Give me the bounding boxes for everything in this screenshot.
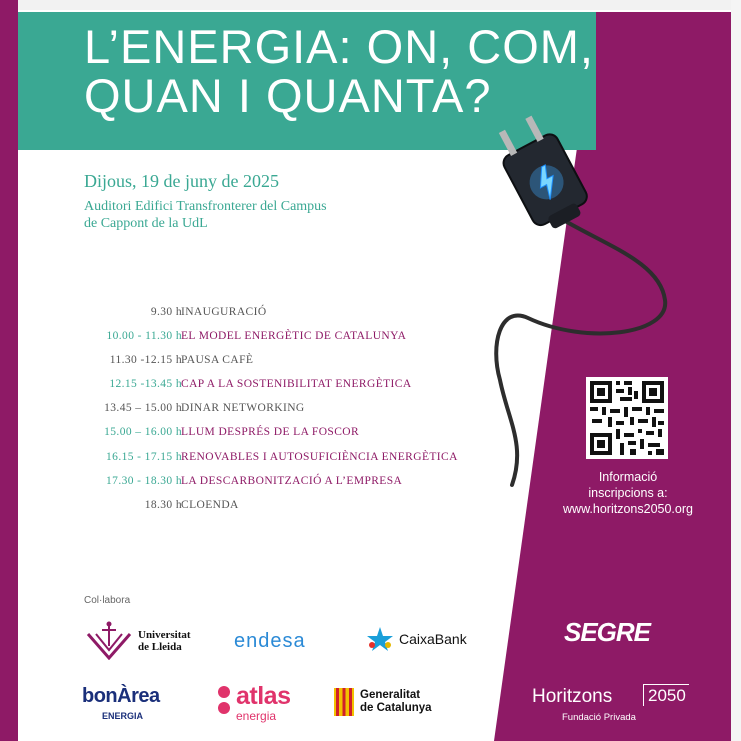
schedule-title: CLOENDA <box>181 498 239 511</box>
bonarea-logo <box>82 685 174 725</box>
horitzons-name: Horitzons <box>532 686 613 707</box>
schedule-title: LLUM DESPRÉS DE LA FOSCOR <box>181 426 360 439</box>
generalitat-logo <box>334 688 454 718</box>
caixabank-star-icon <box>364 625 396 653</box>
qr-code[interactable] <box>586 377 668 459</box>
horitzons-year: 2050 <box>643 684 689 706</box>
atlas-name: atlas <box>236 682 291 710</box>
udl-line-1: Universitat <box>138 629 191 641</box>
schedule-title: INAUGURACIÓ <box>181 306 267 318</box>
schedule-time: 9.30 h <box>150 306 182 318</box>
schedule-time: 10.00 - 11.30 h <box>106 330 182 343</box>
udl-logo <box>84 620 214 660</box>
caixabank-logo <box>364 625 484 655</box>
venue-line-2: de Cappont de la UdL <box>84 216 208 231</box>
udl-line-2: de Lleida <box>138 641 182 653</box>
schedule-time: 15.00 – 16.00 h <box>104 426 182 439</box>
horitzons-sub: Fundació Privada <box>562 712 636 723</box>
schedule-time: 17.30 - 18.30 h <box>106 474 182 487</box>
schedule-title: DINAR NETWORKING <box>181 402 305 415</box>
segre-logo: SEGRE <box>564 617 651 647</box>
endesa-logo: endesa <box>234 630 306 652</box>
atlas-dots-icon <box>214 684 234 724</box>
horitzons-logo <box>532 684 702 728</box>
gencat-name <box>360 689 432 715</box>
venue-line-1: Auditori Edifici Transfronterer del Campus <box>84 199 327 214</box>
title-line-1: L’ENERGIA: ON, COM, <box>84 20 594 73</box>
event-date: Dijous, 19 de juny de 2025 <box>84 171 279 191</box>
schedule-time: 12.15 -13.45 h <box>109 378 182 391</box>
udl-name <box>138 629 191 653</box>
registration-info <box>548 469 708 517</box>
schedule-title: RENOVABLES I AUTOSUFICIÈNCIA ENERGÈTICA <box>181 450 458 463</box>
info-line-1: Informació <box>598 470 658 484</box>
schedule-time: 13.45 – 15.00 h <box>104 402 182 415</box>
schedule-title: LA DESCARBONITZACIÓ A L’EMPRESA <box>181 474 403 487</box>
schedule-title: CAP A LA SOSTENIBILITAT ENERGÈTICA <box>181 378 412 391</box>
info-line-2: inscripcions a: <box>588 486 668 500</box>
gencat-line-2: de Catalunya <box>360 702 432 714</box>
schedule-time: 11.30 -12.15 h <box>109 354 182 367</box>
schedule-time: 18.30 h <box>144 498 182 511</box>
atlas-sub: energia <box>236 709 277 723</box>
registration-url-link[interactable]: www.horitzons2050.org <box>563 502 693 516</box>
atlas-logo <box>214 682 324 726</box>
udl-emblem-icon <box>84 620 134 660</box>
schedule-time: 16.15 - 17.15 h <box>106 450 182 463</box>
collab-label: Col·labora <box>84 595 131 606</box>
gencat-flag-icon <box>334 688 354 716</box>
bonarea-sub: ENERGIA <box>102 711 144 721</box>
gencat-line-1: Generalitat <box>360 689 421 701</box>
title-line-2: QUAN I QUANTA? <box>84 69 492 122</box>
bonarea-name: bonÀrea <box>82 685 160 707</box>
schedule-title: PAUSA CAFÈ <box>181 354 254 367</box>
caixabank-name: CaixaBank <box>399 631 467 647</box>
schedule-title: EL MODEL ENERGÈTIC DE CATALUNYA <box>181 330 407 343</box>
